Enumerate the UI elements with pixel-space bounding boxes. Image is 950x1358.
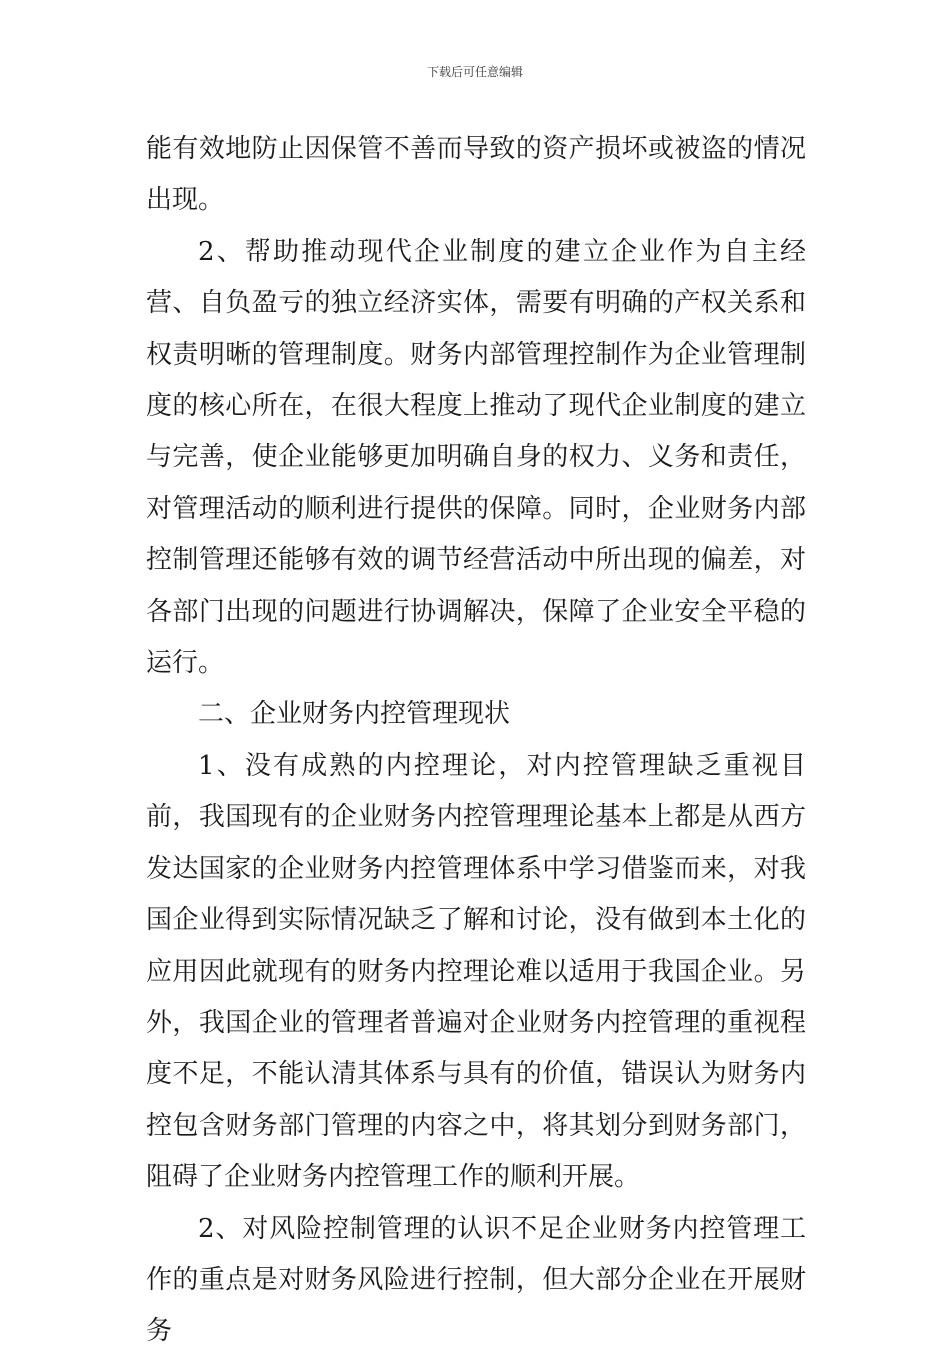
paragraph-4: 2、对风险控制管理的认识不足企业财务内控管理工作的重点是对财务风险进行控制，但大部分企业在开展财务 — [146, 1213, 806, 1347]
page-header-note: 下载后可任意编辑 — [426, 65, 523, 79]
paragraph-1: 能有效地防止因保管不善而导致的资产损坏或被盗的情况出现。 — [146, 134, 806, 216]
section-heading-2: 二、企业财务内控管理现状 — [198, 699, 511, 730]
paragraph-3: 1、没有成熟的内控理论，对内控管理缺乏重视目前，我国现有的企业财务内控管理理论基本上都是从西方发达国家的企业财务内控管理体系中学习借鉴而来，对我国企业得到实际情况缺乏了解和讨论，没有做到本土化的应用因此就现有的财务内控理论难以适用于我国企业。另外，我国企业的管理者普遍对企业财务内控管理的重视程度不足，不能认清其体系与具有的价值，错误认为财务内控包含财务部门管理的内容之中，将其划分到财务部门，阻碍了企业财务内控管理工作的顺利开展。 — [146, 750, 806, 1193]
document-body — [146, 124, 806, 1358]
paragraph-2: 2、帮助推动现代企业制度的建立企业作为自主经营、自负盈亏的独立经济实体，需要有明确的产权关系和权责明晰的管理制度。财务内部管理控制作为企业管理制度的核心所在，在很大程度上推动了现代企业制度的建立与完善，使企业能够更加明确自身的权力、义务和责任，对管理活动的顺利进行提供的保障。同时，企业财务内部控制管理还能够有效的调节经营活动中所出现的偏差，对各部门出现的问题进行协调解决，保障了企业安全平稳的运行。 — [146, 236, 806, 679]
